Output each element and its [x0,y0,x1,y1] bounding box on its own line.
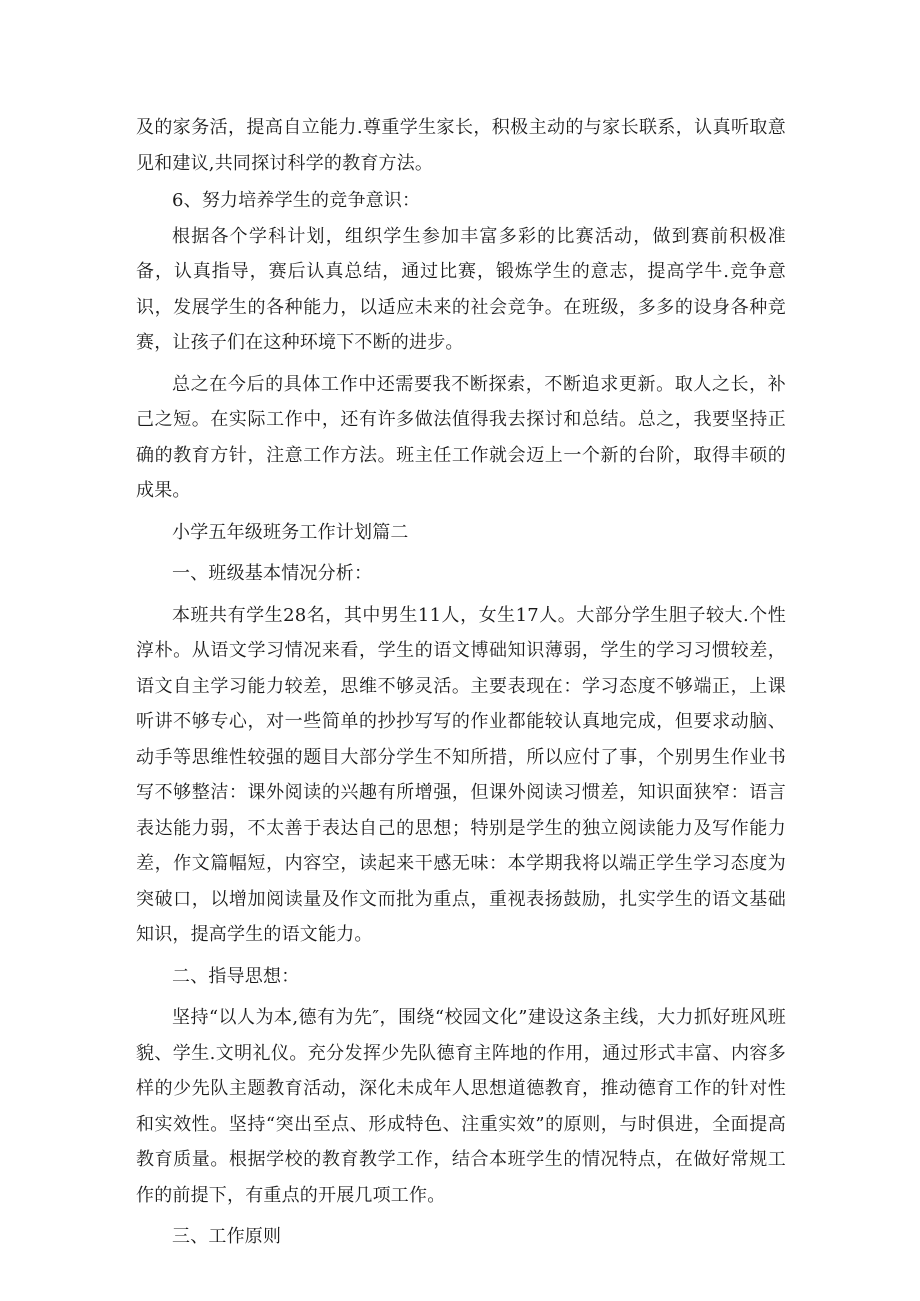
paragraph-continuation: 及的家务活，提高自立能力.尊重学生家长，积极主动的与家长联系，认真听取意见和建议,共同探讨科学的教育方法。 [136,117,786,174]
section-heading-guiding-idea: 二、指导思想： [172,965,300,987]
section-heading-class-analysis: 一、班级基本情况分析： [172,563,373,584]
document-page [136,110,786,1255]
section-heading-competition: 6、努力培养学生的竞争意识： [172,190,421,211]
section-heading-work-principles: 三、工作原则 [172,1226,282,1247]
paragraph-competition: 根据各个学科计划，组织学生参加丰富多彩的比赛活动，做到赛前积极准备，认真指导，赛后认真总结，通过比赛，锻炼学生的意志，提高学牛.竞争意识，发展学生的各种能力，以适应未来的社会竞争。在班级，多多的设身各种竞赛，让孩子们在这种环境下不断的进步。 [136,225,786,353]
paragraph-class-analysis: 本班共有学生28名，其中男生11人，女生17人。大部分学生胆子较大.个性淳朴。从语文学习情况来看，学生的语文博础知识薄弱，学生的学习习惯较差，语文自主学习能力较差，思维不够灵活。主要表现在：学习态度不够端正，上课听讲不够专心，对一些简单的抄抄写写的作业都能较认真地完成，但要求动脑、动手等思维性较强的题目大部分学生不知所措，所以应付了事，个别男生作业书写不够整洁：课外阅读的兴趣有所增强，但课外阅读习惯差，知识面狭窄：语言表达能力弱，不太善于表达自己的思想；特别是学生的独立阅读能力及写作能力差，作文篇幅短，内容空，读起来干感无味：本学期我将以端正学生学习态度为突破口，以增加阅读量及作文而批为重点，重视表扬鼓励，扎实学生的语文基础知识，提高学生的语文能力。 [136,604,786,945]
document-title-part-two: 小学五年级班务工作计划篇二 [172,521,409,543]
paragraph-guiding-idea: 坚持“以人为本,德有为先″，围绕“校园文化”建设这条主线，大力抓好班风班貌、学生.文明礼仪。充分发挥少先队德育主阵地的作用，通过形式丰富、内容多样的少先队主题教育活动，深化未成年人思想道德教育，推动德育工作的针对性和实效性。坚持“突出至点、形成特色、注重实效”的原则，与时俱进，全面提高教育质量。根据学校的教育教学工作，结合本班学生的情况特点，在做好常规工作的前提下，有重点的开展几项工作。 [136,1007,786,1206]
paragraph-summary: 总之在今后的具体工作中还需要我不断探索，不断追求更新。取人之长，补己之短。在实际工作中，还有许多做法值得我去探讨和总结。总之，我要坚持正确的教育方针，注意工作方法。班主任工作就会迈上一个新的台阶，取得丰硕的成果。 [136,373,786,501]
